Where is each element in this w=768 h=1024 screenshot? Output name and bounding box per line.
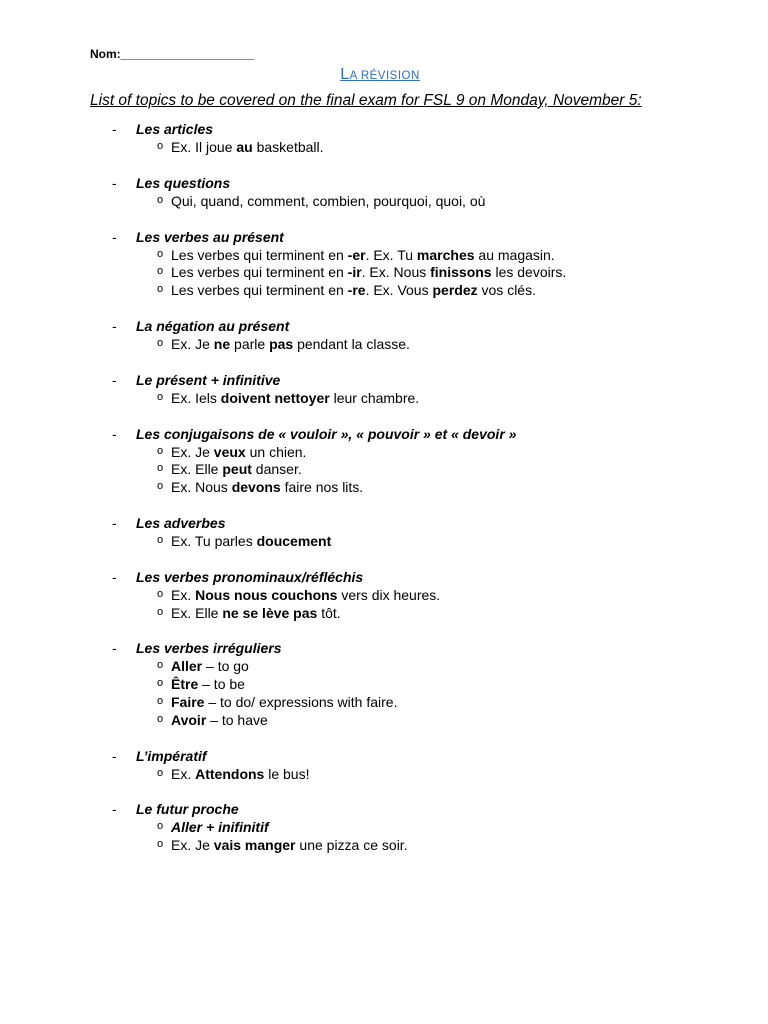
circle-bullet-icon: o bbox=[157, 587, 164, 600]
plain-text: pendant la classe. bbox=[293, 335, 410, 352]
topic-heading-row bbox=[0, 748, 760, 766]
plain-text: Les verbes qui terminent en bbox=[171, 246, 348, 263]
plain-text: Ex. bbox=[171, 586, 196, 603]
plain-text: leur chambre. bbox=[329, 389, 420, 406]
dash-marker: - bbox=[112, 317, 117, 334]
dash-marker: - bbox=[112, 747, 117, 764]
emphasis-text: Aller + inifinitif bbox=[171, 819, 269, 836]
sub-item-text bbox=[171, 461, 302, 477]
plain-text: Les verbes qui terminent en bbox=[171, 264, 348, 281]
plain-text: les devoirs. bbox=[491, 264, 567, 281]
topic-item bbox=[0, 372, 760, 408]
dash-marker: - bbox=[112, 121, 117, 137]
circle-bullet-icon: o bbox=[157, 694, 164, 707]
sub-item-text bbox=[171, 766, 309, 782]
dash-marker: - bbox=[112, 514, 117, 531]
topic-item bbox=[0, 229, 760, 300]
emphasis-text: Être bbox=[171, 676, 199, 693]
dash-marker: - bbox=[112, 228, 117, 245]
emphasis-text: devons bbox=[231, 479, 281, 496]
emphasis-text: marches bbox=[416, 246, 475, 263]
plain-text: – to do/ expressions with faire. bbox=[204, 693, 398, 710]
topic-title: Les articles bbox=[136, 121, 214, 137]
plain-text: faire nos lits. bbox=[280, 479, 364, 496]
sub-item-text bbox=[171, 837, 408, 853]
sub-item bbox=[0, 533, 760, 551]
circle-bullet-icon: o bbox=[157, 533, 164, 546]
sub-item bbox=[0, 694, 760, 712]
circle-bullet-icon: o bbox=[157, 659, 164, 672]
plain-text: vos clés. bbox=[477, 282, 536, 299]
sub-item-text bbox=[171, 139, 324, 155]
emphasis-text: Avoir bbox=[171, 711, 207, 728]
plain-text: . Ex. Tu bbox=[365, 246, 417, 263]
emphasis-text: veux bbox=[213, 443, 246, 460]
plain-text: Ex. Iels bbox=[171, 389, 221, 406]
topic-title: Les adverbes bbox=[136, 514, 226, 531]
emphasis-text: -ir bbox=[347, 264, 362, 281]
plain-text: au magasin. bbox=[474, 246, 555, 263]
sub-item-text bbox=[171, 712, 268, 728]
emphasis-text: pas bbox=[269, 335, 294, 352]
plain-text: le bus! bbox=[264, 765, 310, 782]
plain-text: danser. bbox=[251, 461, 302, 478]
sub-item-text bbox=[171, 390, 419, 406]
emphasis-text: doucement bbox=[256, 532, 332, 549]
sub-item-text bbox=[171, 587, 440, 603]
topic-item bbox=[0, 801, 760, 855]
sub-item-text bbox=[171, 658, 249, 674]
circle-bullet-icon: o bbox=[157, 462, 164, 475]
plain-text: Ex. Nous bbox=[171, 479, 232, 496]
emphasis-text: -er bbox=[347, 246, 366, 263]
topic-title: Les conjugaisons de « vouloir », « pouvoir » et « devoir » bbox=[136, 425, 517, 442]
plain-text: Ex. Elle bbox=[171, 461, 223, 478]
plain-text: Ex. Je bbox=[171, 443, 214, 460]
circle-bullet-icon: o bbox=[157, 265, 164, 278]
circle-bullet-icon: o bbox=[157, 766, 164, 779]
topic-heading-row bbox=[0, 175, 760, 193]
dash-marker: - bbox=[112, 640, 117, 657]
plain-text: Ex. bbox=[171, 765, 196, 782]
topic-item bbox=[0, 569, 760, 623]
sub-item bbox=[0, 390, 760, 408]
topic-title: Les verbes pronominaux/réfléchis bbox=[136, 568, 364, 585]
emphasis-text: finissons bbox=[430, 264, 492, 281]
sub-item bbox=[0, 712, 760, 730]
sub-item bbox=[0, 193, 760, 211]
plain-text: un chien. bbox=[245, 443, 307, 460]
plain-text: tôt. bbox=[317, 604, 341, 621]
title-initial: L bbox=[340, 66, 350, 83]
topic-item bbox=[0, 640, 760, 729]
sub-item-text bbox=[171, 676, 245, 692]
plain-text: Ex. Je bbox=[171, 837, 214, 854]
sub-item bbox=[0, 837, 760, 855]
plain-text: – to go bbox=[202, 658, 249, 675]
sub-item-text bbox=[171, 819, 269, 835]
topic-title: La négation au présent bbox=[136, 317, 290, 334]
document-title bbox=[0, 66, 760, 84]
emphasis-text: -re bbox=[347, 282, 366, 299]
topic-heading-row bbox=[0, 426, 760, 444]
topic-heading-row bbox=[0, 121, 760, 139]
dash-marker: - bbox=[112, 174, 117, 191]
title-initial-r: R bbox=[360, 70, 370, 82]
sub-item-text bbox=[171, 605, 341, 621]
topic-title: Le futur proche bbox=[136, 801, 239, 818]
sub-item-text bbox=[171, 533, 331, 549]
plain-text: vers dix heures. bbox=[337, 586, 441, 603]
sub-item-text bbox=[171, 193, 485, 209]
plain-text: . Ex. Nous bbox=[361, 264, 431, 281]
emphasis-text: ne se lève pas bbox=[222, 604, 318, 621]
emphasis-text: Faire bbox=[171, 693, 205, 710]
intro-text: List of topics to be covered on the final exam for FSL 9 on Monday, November 5: bbox=[90, 92, 642, 109]
topic-list bbox=[0, 121, 760, 873]
plain-text: Les verbes qui terminent en bbox=[171, 282, 348, 299]
circle-bullet-icon: o bbox=[157, 444, 164, 457]
plain-text: – to be bbox=[198, 676, 245, 693]
emphasis-text: perdez bbox=[432, 282, 478, 299]
sub-item bbox=[0, 819, 760, 837]
dash-marker: - bbox=[112, 568, 117, 585]
dash-marker: - bbox=[112, 801, 117, 818]
dash-marker: - bbox=[112, 425, 117, 442]
sub-item-text bbox=[171, 282, 536, 298]
sub-item bbox=[0, 676, 760, 694]
circle-bullet-icon: o bbox=[157, 140, 164, 152]
plain-text: Qui, quand, comment, combien, pourquoi, quoi, où bbox=[171, 192, 486, 209]
topic-heading-row bbox=[0, 318, 760, 336]
plain-text: Ex. Il joue bbox=[171, 139, 237, 155]
title-part-a: A bbox=[349, 70, 361, 82]
emphasis-text: ne bbox=[213, 335, 231, 352]
sub-item bbox=[0, 247, 760, 265]
topic-heading-row bbox=[0, 515, 760, 533]
topic-heading-row bbox=[0, 229, 760, 247]
plain-text: une pizza ce soir. bbox=[295, 837, 408, 854]
circle-bullet-icon: o bbox=[157, 838, 164, 851]
emphasis-text: doivent nettoyer bbox=[220, 389, 330, 406]
emphasis-text: vais manger bbox=[213, 837, 296, 854]
circle-bullet-icon: o bbox=[157, 193, 164, 206]
sub-item bbox=[0, 264, 760, 282]
sub-item-text bbox=[171, 264, 566, 280]
dash-marker: - bbox=[112, 371, 117, 388]
topic-title: L’impératif bbox=[136, 747, 207, 764]
plain-text: Ex. Elle bbox=[171, 604, 223, 621]
sub-item bbox=[0, 587, 760, 605]
topic-item bbox=[0, 748, 760, 784]
emphasis-text: Aller bbox=[171, 658, 203, 675]
plain-text: basketball. bbox=[252, 139, 324, 155]
emphasis-text: peut bbox=[222, 461, 252, 478]
plain-text: . Ex. Vous bbox=[365, 282, 433, 299]
circle-bullet-icon: o bbox=[157, 247, 164, 260]
plain-text: – to have bbox=[206, 711, 268, 728]
emphasis-text: Attendons bbox=[195, 765, 265, 782]
topic-title: Les questions bbox=[136, 174, 231, 191]
sub-item-text bbox=[171, 694, 397, 710]
sub-item bbox=[0, 139, 760, 157]
sub-item bbox=[0, 658, 760, 676]
topic-item bbox=[0, 175, 760, 211]
topic-item bbox=[0, 426, 760, 497]
topic-item bbox=[0, 121, 760, 157]
circle-bullet-icon: o bbox=[157, 480, 164, 493]
name-field-label: Nom:____________________ bbox=[90, 47, 255, 61]
emphasis-text: au bbox=[236, 139, 253, 155]
sub-item-text bbox=[171, 247, 555, 263]
topic-title: Les verbes au présent bbox=[136, 228, 284, 245]
plain-text: Ex. Tu parles bbox=[171, 532, 257, 549]
circle-bullet-icon: o bbox=[157, 390, 164, 403]
sub-item bbox=[0, 336, 760, 354]
topic-item bbox=[0, 515, 760, 551]
circle-bullet-icon: o bbox=[157, 283, 164, 296]
sub-item-text bbox=[171, 336, 410, 352]
topic-title: Le présent + infinitive bbox=[136, 371, 281, 388]
sub-item-text bbox=[171, 479, 363, 495]
emphasis-text: Nous nous couchons bbox=[195, 586, 338, 603]
circle-bullet-icon: o bbox=[157, 712, 164, 725]
sub-item bbox=[0, 282, 760, 300]
plain-text: parle bbox=[230, 335, 270, 352]
topic-item bbox=[0, 318, 760, 354]
plain-text: Ex. Je bbox=[171, 335, 214, 352]
sub-item bbox=[0, 605, 760, 623]
sub-item bbox=[0, 444, 760, 462]
circle-bullet-icon: o bbox=[157, 820, 164, 833]
topic-title: Les verbes irréguliers bbox=[136, 640, 282, 657]
topic-heading-row bbox=[0, 372, 760, 390]
title-rest: ÉVISION bbox=[369, 70, 420, 82]
circle-bullet-icon: o bbox=[157, 336, 164, 349]
topic-heading-row bbox=[0, 801, 760, 819]
sub-item-text bbox=[171, 444, 306, 460]
sub-item bbox=[0, 479, 760, 497]
sub-item bbox=[0, 461, 760, 479]
sub-item bbox=[0, 766, 760, 784]
circle-bullet-icon: o bbox=[157, 677, 164, 690]
circle-bullet-icon: o bbox=[157, 605, 164, 618]
topic-heading-row bbox=[0, 640, 760, 658]
topic-heading-row bbox=[0, 569, 760, 587]
